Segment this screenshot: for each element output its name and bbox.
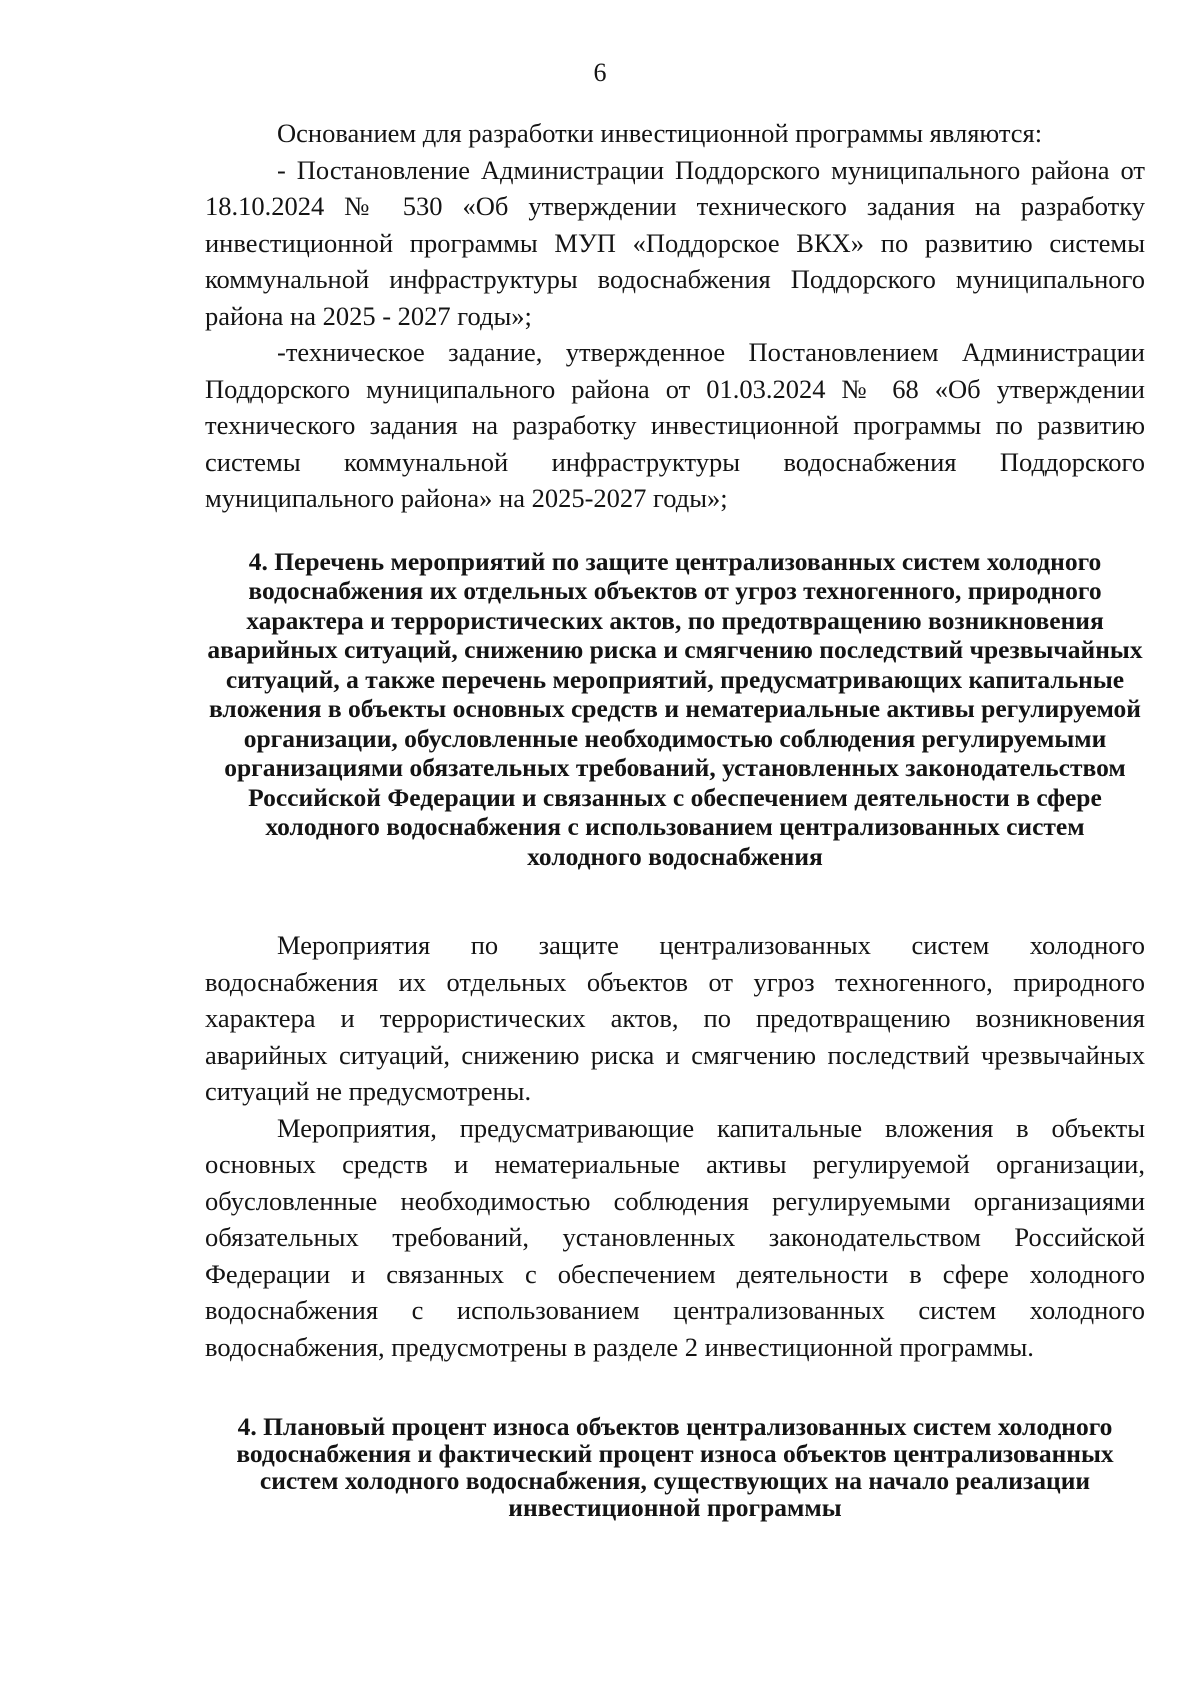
- basis-item-resolution: - Постановление Администрации Поддорского муниципального района от 18.10.2024 № 530 «Об утверждении технического задания на разработку инвестиционной программы МУП «Поддорское ВКХ» по развитию системы коммунальной инфраструктуры водоснабжения Поддорского муниципального района на 2025 - 2027 годы»;: [205, 154, 1145, 331]
- document-body: [205, 115, 1145, 1521]
- intro-paragraph: Основанием для разработки инвестиционной программы являются:: [277, 118, 1043, 148]
- section-4b-heading: 4. Плановый процент износа объектов централизованных систем холодного водоснабжения и фактический процент износа объектов централизованных систем холодного водоснабжения, существующих на начало реализации инвестиционной программы: [236, 1412, 1114, 1522]
- measures-capital-paragraph: Мероприятия, предусматривающие капитальные вложения в объекты основных средств и нематериальные активы регулируемой организации, обусловленные необходимостью соблюдения регулируемыми организациями обязательных требований, установленных законодательством Российской Федерации и связанных с обеспечением деятельности в сфере холодного водоснабжения с использованием централизованных систем холодного водоснабжения, предусмотрены в разделе 2 инвестиционной программы.: [205, 1112, 1145, 1362]
- section-4-heading: 4. Перечень мероприятий по защите централизованных систем холодного водоснабжения их отдельных объектов от угроз техногенного, природного характера и террористических актов, по предотвращению возникновения аварийных ситуаций, снижению риска и смягчению последствий чрезвычайных ситуаций, а также перечень мероприятий, предусматривающих капитальные вложения в объекты основных средств и нематериальные активы регулируемой организации, обусловленные необходимостью соблюдения регулируемыми организациями обязательных требований, установленных законодательством Российской Федерации и связанных с обеспечением деятельности в сфере холодного водоснабжения с использованием централизованных систем холодного водоснабжения: [207, 546, 1143, 871]
- measures-protection-paragraph: Мероприятия по защите централизованных систем холодного водоснабжения их отдельных объектов от угроз техногенного, природного характера и террористических актов, по предотвращению возникновения аварийных ситуаций, снижению риска и смягчению последствий чрезвычайных ситуаций не предусмотрены.: [205, 930, 1145, 1106]
- basis-item-technical-task: -техническое задание, утвержденное Постановлением Администрации Поддорского муниципального района от 01.03.2024 № 68 «Об утверждении технического задания на разработку инвестиционной программы по развитию системы коммунальной инфраструктуры водоснабжения Поддорского муниципального района» на 2025-2027 годы»;: [205, 337, 1145, 513]
- page-number: 6: [593, 58, 607, 87]
